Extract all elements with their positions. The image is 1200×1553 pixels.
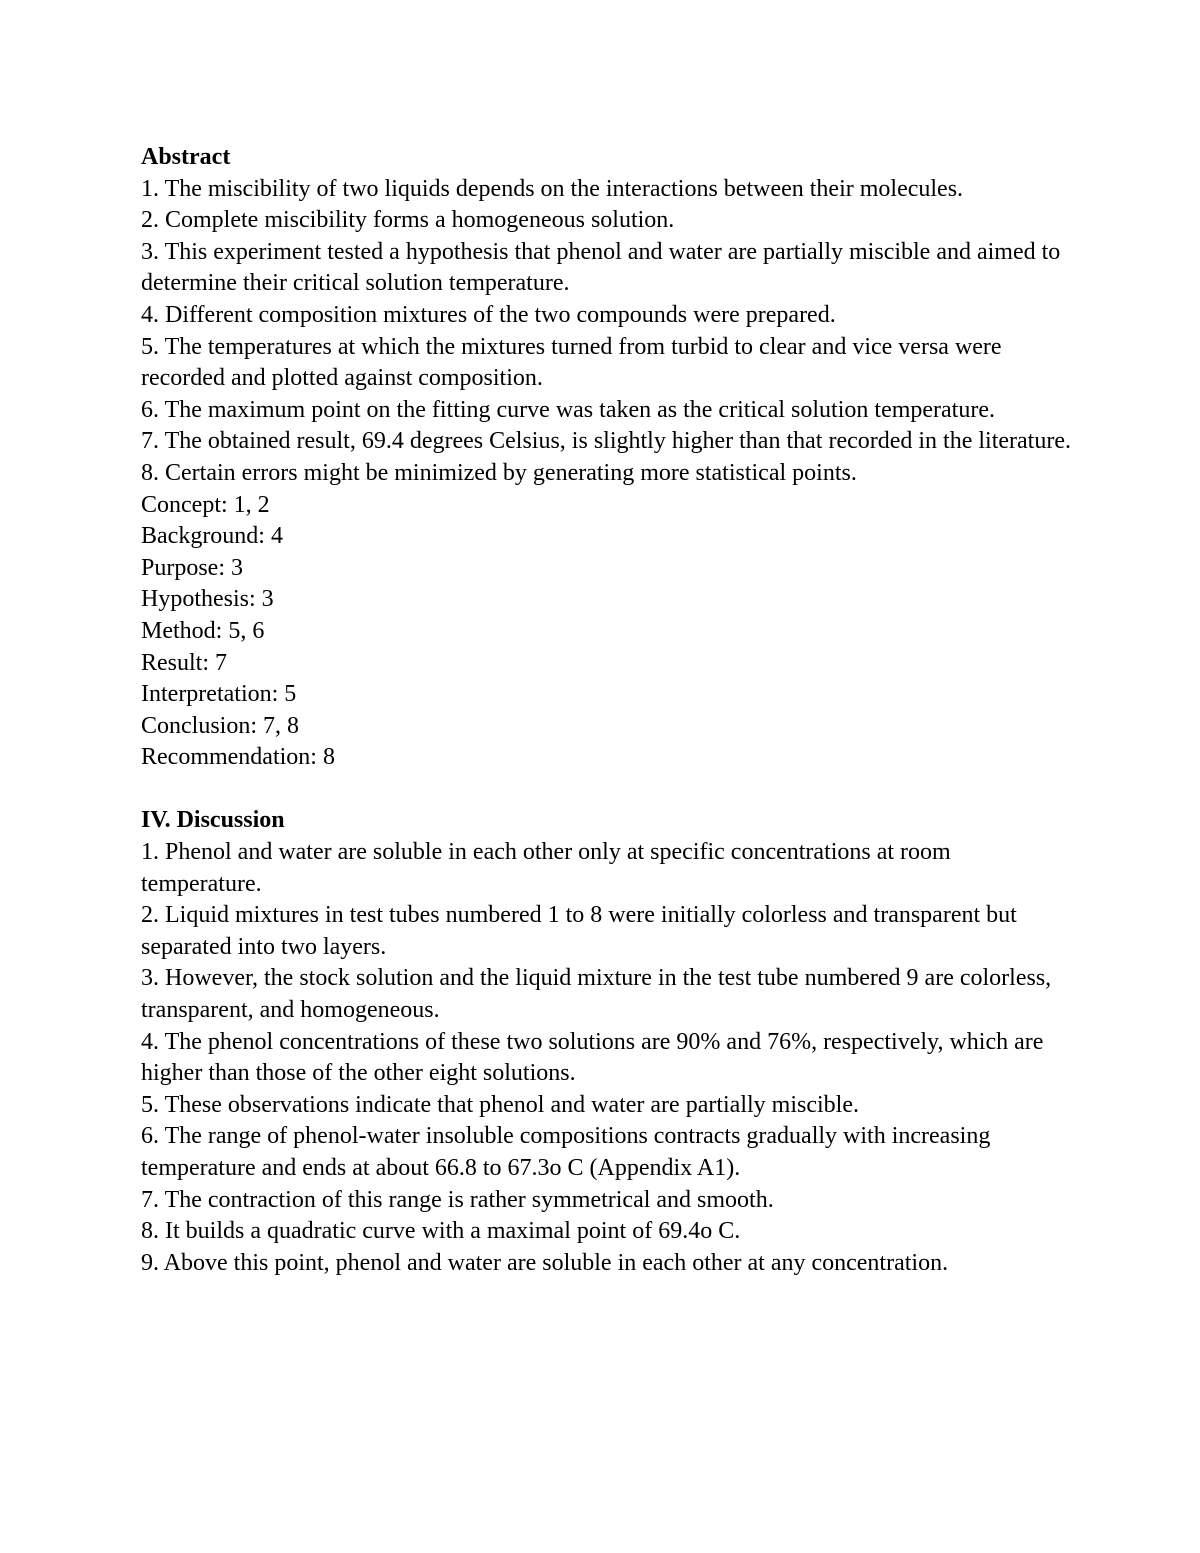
abstract-sentence-5: 5. The temperatures at which the mixtures turned from turbid to clear and vice versa were recorded and plotted against composition. (141, 333, 1002, 392)
mapping-background: Background: 4 (141, 523, 283, 550)
discussion-section (141, 805, 1071, 1279)
abstract-heading: Abstract (141, 144, 231, 170)
mapping-hypothesis: Hypothesis: 3 (141, 586, 274, 613)
discussion-sentence-7: 7. The contraction of this range is rather symmetrical and smooth. (141, 1186, 774, 1213)
mapping-recommendation: Recommendation: 8 (141, 744, 335, 771)
mapping-concept: Concept: 1, 2 (141, 491, 270, 518)
mapping-conclusion: Conclusion: 7, 8 (141, 712, 300, 739)
abstract-sentence-3: 3. This experiment tested a hypothesis that phenol and water are partially miscible and aimed to determine their critical solution temperature. (141, 238, 1061, 297)
mapping-result: Result: 7 (141, 649, 228, 676)
mapping-method: Method: 5, 6 (141, 617, 265, 644)
discussion-sentence-5: 5. These observations indicate that phenol and water are partially miscible. (141, 1091, 859, 1118)
abstract-sentence-4: 4. Different composition mixtures of the two compounds were prepared. (141, 301, 836, 328)
abstract-sentence-2: 2. Complete miscibility forms a homogeneous solution. (141, 207, 675, 234)
mapping-interpretation: Interpretation: 5 (141, 681, 297, 708)
mapping-purpose: Purpose: 3 (141, 554, 243, 581)
abstract-sentence-1: 1. The miscibility of two liquids depends on the interactions between their molecules. (141, 175, 964, 202)
discussion-heading: IV. Discussion (141, 807, 285, 834)
abstract-section (141, 142, 1071, 774)
abstract-sentence-7: 7. The obtained result, 69.4 degrees Celsius, is slightly higher than that recorded in the literature. (141, 428, 1071, 455)
section-spacer (141, 774, 1071, 806)
discussion-sentence-8: 8. It builds a quadratic curve with a maximal point of 69.4o C. (141, 1218, 741, 1245)
discussion-sentence-2: 2. Liquid mixtures in test tubes numbered 1 to 8 were initially colorless and transparent but separated into two layers. (141, 902, 1017, 960)
discussion-sentence-9: 9. Above this point, phenol and water are soluble in each other at any concentration. (141, 1249, 949, 1276)
abstract-sentence-6: 6. The maximum point on the fitting curve was taken as the critical solution temperature. (141, 396, 995, 423)
discussion-sentence-3: 3. However, the stock solution and the liquid mixture in the test tube numbered 9 are colorless, transparent, and homogeneous. (141, 965, 1052, 1024)
discussion-sentence-4: 4. The phenol concentrations of these two solutions are 90% and 76%, respectively, which are higher than those of the other eight solutions. (141, 1028, 1044, 1087)
document-page (141, 142, 1071, 1279)
discussion-sentence-1: 1. Phenol and water are soluble in each other only at specific concentrations at room temperature. (141, 839, 951, 897)
discussion-sentence-6: 6. The range of phenol-water insoluble compositions contracts gradually with increasing temperature and ends at about 66.8 to 67.3o C (Appendix A1). (141, 1123, 991, 1181)
abstract-sentence-8: 8. Certain errors might be minimized by generating more statistical points. (141, 459, 857, 486)
